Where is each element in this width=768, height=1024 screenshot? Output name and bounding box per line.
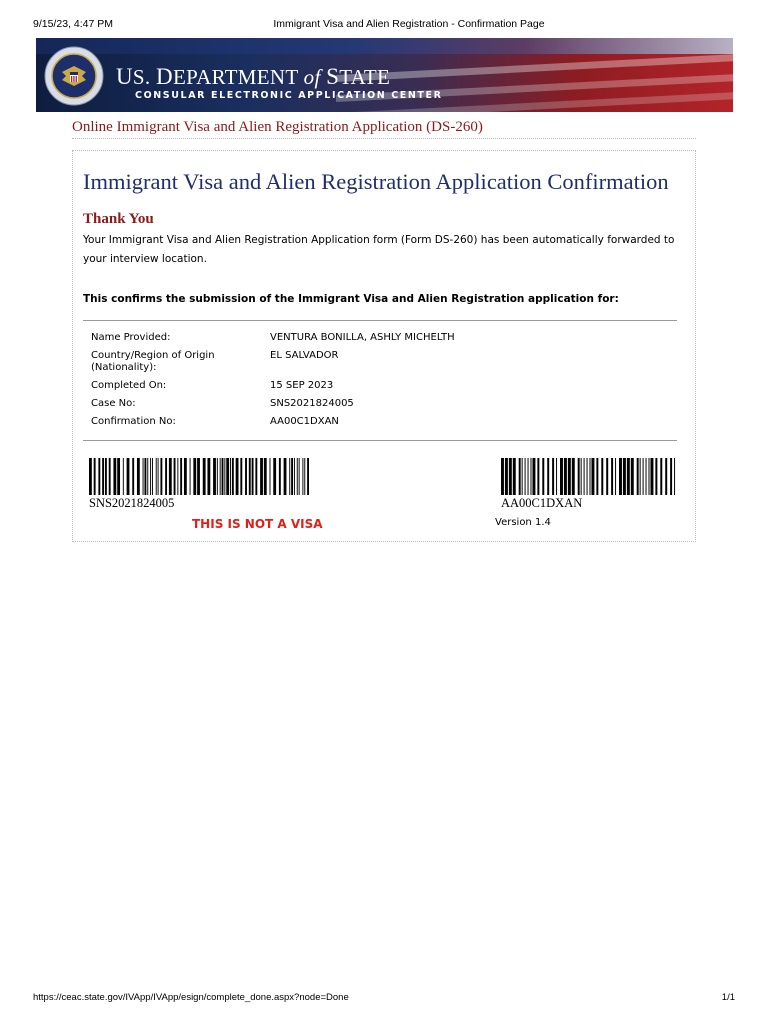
barcode-bar xyxy=(302,458,303,495)
barcode-bar xyxy=(623,458,626,495)
barcode-bar xyxy=(184,458,187,495)
case-barcode-digits: SNS2021824005 xyxy=(89,496,175,510)
barcode-bar xyxy=(160,458,162,495)
barcode-bar xyxy=(650,458,653,495)
barcode-bar xyxy=(304,458,305,495)
barcode-bar xyxy=(240,458,242,495)
barcode-bar xyxy=(232,458,234,495)
barcode-bar xyxy=(532,458,535,495)
barcode-bar xyxy=(547,458,549,495)
barcode-bar xyxy=(611,458,613,495)
title-divider xyxy=(72,138,696,139)
barcode-bar xyxy=(98,458,100,495)
case-value: SNS2021824005 xyxy=(270,398,354,409)
barcode-bar xyxy=(132,458,134,495)
barcode-bar xyxy=(190,458,191,495)
application-title: Online Immigrant Visa and Alien Registration Application (DS-260) xyxy=(72,119,483,135)
version-label: Version 1.4 xyxy=(495,517,551,528)
barcode-bar xyxy=(270,458,271,495)
barcode-bar xyxy=(143,458,144,495)
barcode-bar xyxy=(252,458,254,495)
confirmation-barcode-digits: AA00C1DXAN xyxy=(501,496,583,510)
barcode-bar xyxy=(169,458,172,495)
barcode-bar xyxy=(113,458,116,495)
barcode-bar xyxy=(552,458,554,495)
barcode-bar xyxy=(665,458,667,495)
barcode-bar xyxy=(615,458,616,495)
barcode-bar xyxy=(220,458,221,495)
barcode-bar xyxy=(655,458,657,495)
barcode-bar xyxy=(174,458,176,495)
confirmation-value: AA00C1DXAN xyxy=(270,416,339,427)
barcode-bar xyxy=(260,458,263,495)
barcode-bar xyxy=(291,458,293,495)
case-barcode-bars xyxy=(89,458,309,495)
barcode-bar xyxy=(273,458,276,495)
print-page-title: Immigrant Visa and Alien Registration - Confirmation Page xyxy=(273,18,545,30)
barcode-bar xyxy=(117,458,120,495)
barcode-bar xyxy=(556,458,557,495)
barcode-bar xyxy=(289,458,290,495)
name-label: Name Provided: xyxy=(91,332,171,343)
department-name: US. DEPARTMENT of STATE xyxy=(116,64,391,89)
barcode-bar xyxy=(307,458,309,495)
barcode-bar xyxy=(560,458,563,495)
barcode-bar xyxy=(299,458,300,495)
barcode-bar xyxy=(649,458,650,495)
page-title: Immigrant Visa and Alien Registration Application Confirmation xyxy=(83,169,669,194)
barcode-bar xyxy=(606,458,608,495)
barcode-bar xyxy=(631,458,634,495)
case-label: Case No: xyxy=(91,398,136,409)
state-department-banner xyxy=(36,38,733,112)
completed-label: Completed On: xyxy=(91,380,167,391)
barcode-bar xyxy=(501,458,504,495)
barcode-bar xyxy=(236,458,239,495)
barcode-bar xyxy=(590,458,591,495)
barcode-bar xyxy=(578,458,580,495)
barcode-bar xyxy=(249,458,251,495)
barcode-bar xyxy=(619,458,622,495)
barcode-bar xyxy=(165,458,167,495)
barcode-bar xyxy=(509,458,512,495)
print-timestamp: 9/15/23, 4:47 PM xyxy=(33,18,113,30)
barcode-bar xyxy=(584,458,585,495)
barcode-bar xyxy=(230,458,231,495)
barcode-bar xyxy=(137,458,140,495)
print-footer-url: https://ceac.state.gov/IVApp/IVApp/esign/complete_done.aspx?node=Done xyxy=(33,992,349,1003)
not-a-visa-warning: THIS IS NOT A VISA xyxy=(192,517,323,531)
confirmation-barcode-bars xyxy=(501,458,678,495)
barcode-bar xyxy=(102,458,104,495)
barcode-bar xyxy=(109,458,111,495)
barcode-bar xyxy=(627,458,630,495)
barcode-bar xyxy=(105,458,107,495)
barcode-bar xyxy=(505,458,508,495)
barcode-bar xyxy=(596,458,598,495)
barcode-bar xyxy=(213,458,216,495)
barcode-bar xyxy=(177,458,178,495)
barcode-bar xyxy=(207,458,210,495)
barcode-bar xyxy=(222,458,224,495)
barcode-bar xyxy=(637,458,639,495)
barcode-bar xyxy=(587,458,588,495)
details-bottom-divider xyxy=(83,440,677,441)
barcode-bar xyxy=(601,458,603,495)
details-top-divider xyxy=(83,320,677,321)
barcode-bar xyxy=(531,458,532,495)
barcode-bar xyxy=(581,458,582,495)
country-label: Country/Region of Origin (Nationality): xyxy=(91,350,215,373)
barcode-bar xyxy=(564,458,567,495)
consular-center-subtitle: CONSULAR ELECTRONIC APPLICATION CENTER xyxy=(135,90,443,101)
barcode-bar xyxy=(513,458,516,495)
thank-you-heading: Thank You xyxy=(83,211,154,227)
barcode-bar xyxy=(528,458,529,495)
confirmation-panel xyxy=(72,150,696,542)
barcode-bar xyxy=(123,458,124,495)
print-footer-page: 1/1 xyxy=(721,992,735,1003)
name-value: VENTURA BONILLA, ASHLY MICHELTH xyxy=(270,332,455,343)
confirmation-label: Confirmation No: xyxy=(91,416,176,427)
barcode-bar xyxy=(572,458,575,495)
barcode-bar xyxy=(158,458,159,495)
barcode-bar xyxy=(197,458,200,495)
barcode-bar xyxy=(646,458,647,495)
barcode-bar xyxy=(264,458,267,495)
barcode-bar xyxy=(568,458,571,495)
confirmation-message: Your Immigrant Visa and Alien Registration Application form (Form DS-260) has been automatically forwarded to your interview location. xyxy=(83,234,675,265)
barcode-bar xyxy=(224,458,225,495)
barcode-bar xyxy=(279,458,281,495)
barcode-bar xyxy=(255,458,257,495)
barcode-bar xyxy=(127,458,130,495)
barcode-bar xyxy=(193,458,196,495)
barcode-bar xyxy=(89,458,92,495)
country-value: EL SALVADOR xyxy=(270,350,339,361)
barcode-bar xyxy=(640,458,641,495)
barcode-bar xyxy=(591,458,594,495)
barcode-bar xyxy=(150,458,151,495)
barcode-bar xyxy=(542,458,544,495)
barcode-bar xyxy=(147,458,148,495)
barcode-bar xyxy=(294,458,295,495)
completed-value: 15 SEP 2023 xyxy=(270,380,334,391)
barcode-bar xyxy=(152,458,153,495)
case-number-barcode xyxy=(89,458,309,511)
confirmation-number-barcode xyxy=(501,458,678,511)
barcode-bar xyxy=(674,458,675,495)
barcode-bar xyxy=(522,458,523,495)
barcode-bar xyxy=(94,458,96,495)
barcode-bar xyxy=(144,458,146,495)
barcode-bar xyxy=(643,458,644,495)
barcode-bar xyxy=(525,458,526,495)
barcode-bar xyxy=(245,458,247,495)
barcode-bar xyxy=(156,458,157,495)
barcode-bar xyxy=(284,458,287,495)
submission-confirms-text: This confirms the submission of the Immigrant Visa and Alien Registration application for: xyxy=(83,293,619,305)
barcode-bar xyxy=(180,458,182,495)
barcode-bar xyxy=(670,458,672,495)
department-of-state-seal-icon xyxy=(44,46,104,106)
barcode-bar xyxy=(226,458,229,495)
barcode-bar xyxy=(203,458,206,495)
barcode-bar xyxy=(297,458,298,495)
barcode-bar xyxy=(537,458,539,495)
barcode-bar xyxy=(660,458,662,495)
barcode-bar xyxy=(217,458,218,495)
barcode-bar xyxy=(519,458,521,495)
